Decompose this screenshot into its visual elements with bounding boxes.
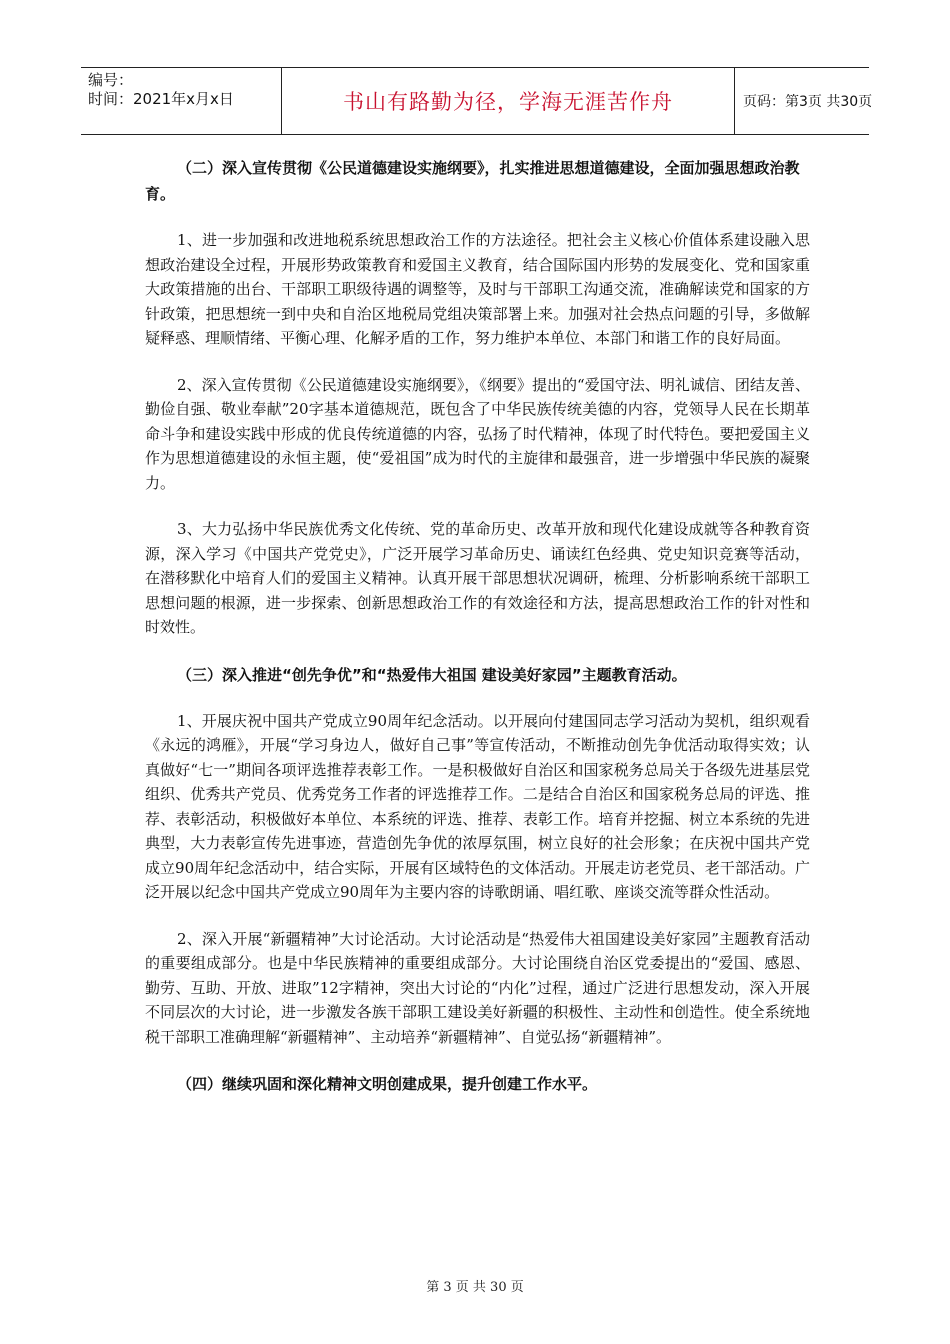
- header-page-code: 页码：第3页 共30页: [743, 94, 873, 110]
- header-motto: 书山有路勤为径，学海无涯苦作舟: [282, 68, 735, 134]
- paragraph: 1、开展庆祝中国共产党成立90周年纪念活动。以开展向付建国同志学习活动为契机，组织观看《永远的鸿雁》，开展“学习身边人，做好自己事”等宣传活动，不断推动创先争优活动取得实效；认真做好“七一”期间各项评选推荐表彰工作。一是积极做好自治区和国家税务总局关于各级先进基层党组织、优秀共产党员、优秀党务工作者的评选推荐工作。二是结合自治区和国家税务总局的评选、推荐、表彰活动，积极做好本单位、本系统的评选、推荐、表彰工作。培育并挖掘、树立本系统的先进典型，大力表彰宣传先进事迹，营造创先争优的浓厚氛围，树立良好的社会形象；在庆祝中国共产党成立90周年纪念活动中，结合实际，开展有区域特色的文体活动。开展走访老党员、老干部活动。广泛开展以纪念中国共产党成立90周年为主要内容的诗歌朗诵、唱红歌、座谈交流等群众性活动。: [145, 711, 810, 901]
- paragraph: 3、大力弘扬中华民族优秀文化传统、党的革命历史、改革开放和现代化建设成就等各种教育资源，深入学习《中国共产党党史》，广泛开展学习革命历史、诵读红色经典、党史知识竞赛等活动，在潜移默化中培育人们的爱国主义精神。认真开展干部思想状况调研，梳理、分析影响系统干部职工思想问题的根源，进一步探索、创新思想政治工作的有效途径和方法，提高思想政治工作的针对性和时效性。: [145, 520, 810, 636]
- document-header: [81, 67, 873, 135]
- paragraph: 2、深入开展“新疆精神”大讨论活动。大讨论活动是“热爱伟大祖国建设美好家园”主题教育活动的重要组成部分。也是中华民族精神的重要组成部分。大讨论围绕自治区党委提出的“爱国、感恩、勤劳、互助、开放、进取”12字精神，突出大讨论的“内化”过程，通过广泛进行思想发动，深入开展不同层次的大讨论，进一步激发各族干部职工建设美好新疆的积极性、主动性和创造性。使全系统地税干部职工准确理解“新疆精神”、主动培养“新疆精神”、自觉弘扬“新疆精神”。: [145, 929, 810, 1046]
- paragraph: 1、进一步加强和改进地税系统思想政治工作的方法途径。把社会主义核心价值体系建设融入思想政治建设全过程，开展形势政策教育和爱国主义教育，结合国际国内形势的发展变化、党和国家重大政策措施的出台、干部职工职级待遇的调整等，及时与干部职工沟通交流，准确解读党和国家的方针政策，把思想统一到中央和自治区地税局党组决策部署上来。加强对社会热点问题的引导，多做解疑释惑、理顺情绪、平衡心理、化解矛盾的工作，努力维护本单位、本部门和谐工作的良好局面。: [145, 231, 810, 347]
- page-footer: 第 3 页 共 30 页: [426, 1280, 524, 1295]
- header-meta-cell: [81, 68, 282, 134]
- section-heading-2: （二）深入宣传贯彻《公民道德建设实施纲要》，扎实推进思想道德建设，全面加强思想政治教育。: [145, 159, 800, 203]
- document-body: [145, 155, 810, 1118]
- doc-number-label: 编号：: [88, 71, 134, 89]
- paragraph: 2、深入宣传贯彻《公民道德建设实施纲要》，《纲要》提出的“爱国守法、明礼诚信、团结友善、勤俭自强、敬业奉献”20字基本道德规范，既包含了中华民族传统美德的内容，党领导人民在长期革命斗争和建设实践中形成的优良传统道德的内容，弘扬了时代精神，体现了时代特色。要把爱国主义作为思想道德建设的永恒主题，使“爱祖国”成为时代的主旋律和最强音，进一步增强中华民族的凝聚力。: [145, 375, 810, 492]
- section-heading-4: （四）继续巩固和深化精神文明创建成果，提升创建工作水平。: [177, 1075, 598, 1093]
- section-heading-3: （三）深入推进“创先争优”和“热爱伟大祖国 建设美好家园”主题教育活动。: [177, 665, 687, 684]
- date-label: 时间：2021年x月x日: [88, 90, 234, 108]
